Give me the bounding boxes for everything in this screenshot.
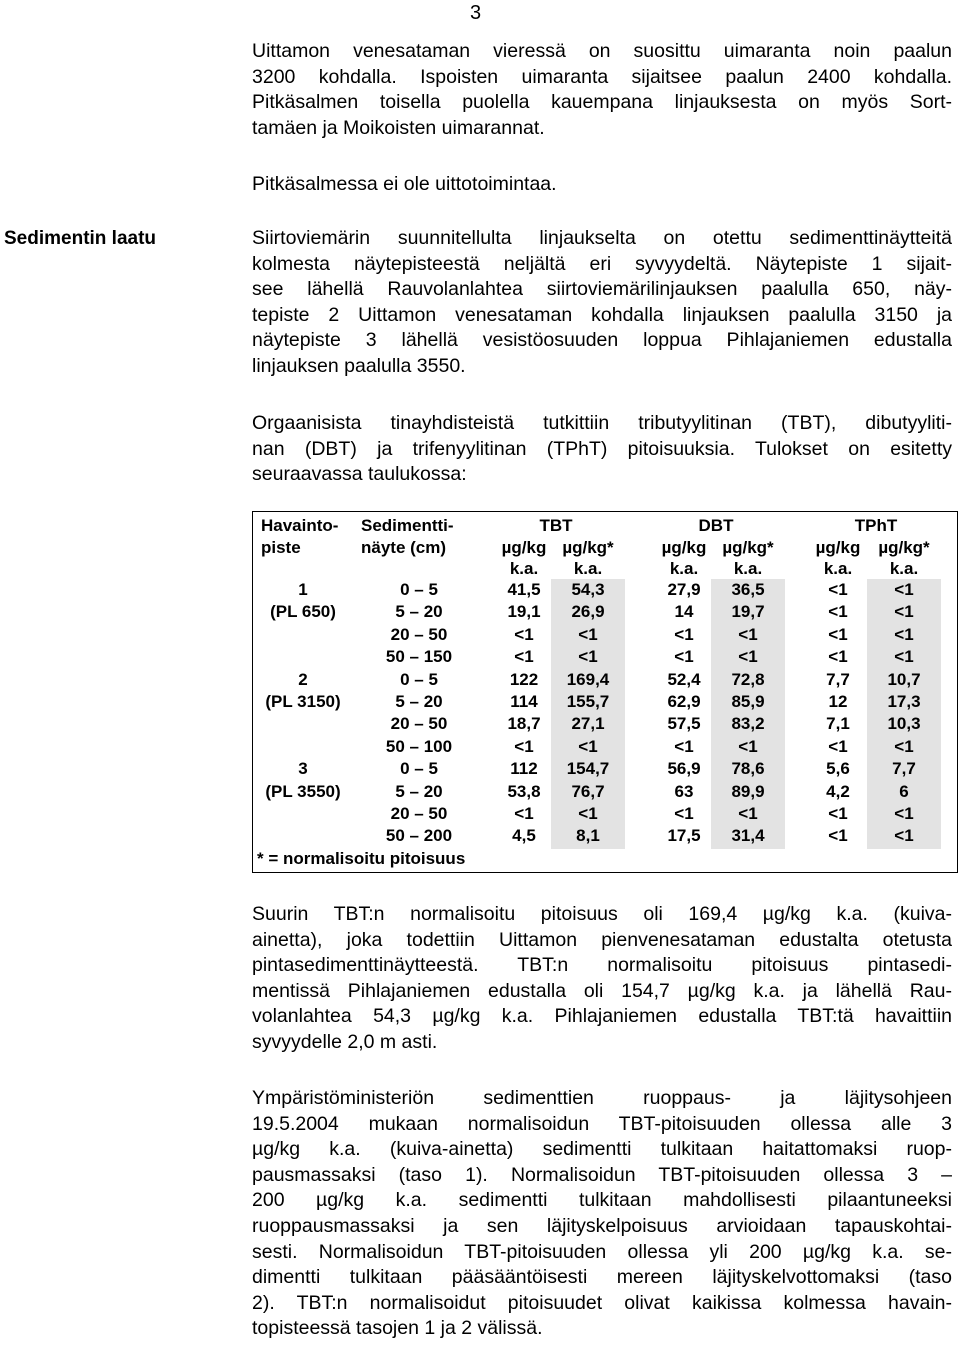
depth-cell: 50 – 200 [385,826,453,846]
depth-cell: 5 – 20 [395,692,443,711]
no-log-driving-text: Pitkäsalmessa ei ole uittotoimintaa. [252,173,557,195]
unit-header: k.a. [733,559,763,578]
value-cell: 10,7 [887,669,921,689]
value-cell: <1 [894,580,914,599]
text-line: 200 µg/kg k.a. sedimentti tulkitaan mahdollisesti pilaantuneeksi [252,1189,952,1212]
value-cell: <1 [514,804,534,823]
unit-header: µg/kg [815,538,861,557]
text-line: seuraavassa taulukossa: [252,463,467,486]
value-cell: 17,5 [667,826,701,846]
value-cell: 27,9 [667,580,701,599]
text-line: kolmesta näytepisteestä neljältä eri syvyydeltä. Näytepiste 1 sijait- [252,252,952,275]
unit-header: µg/kg* [878,538,930,557]
value-cell: 112 [510,759,538,779]
text-line: dimentti tulkitaan pääsääntöisesti mereen läjityskelvottomaksi (taso [252,1266,952,1289]
value-cell: 4,2 [826,781,850,801]
value-cell: 78,6 [731,759,765,779]
value-cell: 18,7 [507,714,541,734]
intro-paragraph [252,39,952,141]
text-line: pausmassaksi (taso 1). Normalisoidun TBT-pitoisuuden ollessa 3 – [252,1163,952,1186]
value-cell: <1 [738,647,758,667]
value-cell: 85,9 [731,692,765,711]
depth-cell: 5 – 20 [395,602,443,622]
value-cell: 63 [674,781,694,801]
value-cell: <1 [578,647,598,667]
results-table [252,511,958,873]
value-cell: 17,3 [887,692,921,711]
organotin-paragraph [252,411,952,488]
text-line: tamäen ja Moikoisten uimarannat. [252,116,545,139]
value-cell: 169,4 [566,669,610,689]
value-cell: <1 [674,624,694,644]
header-point-line: piste [261,538,301,558]
value-cell: 57,5 [667,714,701,734]
value-cell: 31,4 [731,826,765,846]
value-cell: <1 [828,647,848,667]
text-line: syvyydelle 2,0 m asti. [252,1030,438,1053]
value-cell: <1 [578,736,598,756]
header-dbt: DBT [698,516,734,535]
unit-header: k.a. [889,559,919,578]
value-cell: <1 [514,647,534,667]
point-label: (PL 3550) [265,781,341,801]
text-line: sesti. Normalisoidun TBT-pitoisuuden ollessa yli 200 µg/kg k.a. se- [252,1240,952,1263]
text-line: Suurin TBT:n normalisoitu pitoisuus oli 169,4 µg/kg k.a. (kuiva- [252,903,952,925]
unit-header: µg/kg* [722,538,774,557]
value-cell: 89,9 [731,781,765,801]
text-line: Orgaanisista tinayhdisteistä tutkittiin tributyylitinan (TBT), dibutyyliti- [252,412,952,434]
value-cell: 83,2 [731,714,765,734]
value-cell: 4,5 [512,826,536,846]
value-cell: 12 [828,692,848,711]
value-cell: 52,4 [667,669,701,689]
text-line: see lähellä Rauvolanlahtea siirtoviemärilinjauksen paalulla 650, näy- [252,278,952,301]
depth-cell: 50 – 150 [385,647,453,667]
value-cell: 155,7 [566,692,610,711]
header-point [261,515,338,560]
value-cell: 19,1 [507,602,541,622]
text-line: topisteessä tasojen 1 ja 2 välissä. [252,1317,543,1340]
unit-header: k.a. [669,559,699,578]
value-cell: <1 [894,602,914,622]
value-cell: 41,5 [507,580,541,599]
text-line: Pitkäsalmen toisella puolella kauempana linjauksesta on myös Sort- [252,91,952,114]
value-cell: 19,7 [731,602,765,622]
value-cell: 54,3 [571,580,605,599]
sampling-paragraph [252,226,952,380]
value-cell: 56,9 [667,759,701,779]
unit-header: µg/kg [501,538,547,557]
value-cell: <1 [894,736,914,756]
value-cell: <1 [828,826,848,846]
value-cell: <1 [674,804,694,823]
value-cell: 6 [899,781,909,801]
text-line: 19.5.2004 mukaan normalisoidun TBT-pitoisuuden ollessa alle 3 [252,1112,952,1135]
value-cell: 27,1 [571,714,605,734]
value-cell: <1 [738,736,758,756]
value-cell: 26,9 [571,602,605,622]
value-cell: <1 [894,647,914,667]
value-cell: 122 [509,669,539,689]
value-cell: 10,3 [887,714,921,734]
value-cell: 72,8 [731,669,765,689]
value-cell: 14 [674,602,694,622]
text-line: tepiste 2 Uittamon venesataman kohdalla linjauksen paalulla 3150 ja [252,303,952,326]
value-cell: <1 [514,624,534,644]
value-cell: 36,5 [731,580,765,599]
point-label: 3 [298,759,308,779]
value-cell: <1 [738,624,758,644]
value-cell: 7,1 [826,714,850,734]
text-line: ruoppausmassaksi ja sen läjityskelpoisuus arvioidaan tapauskohtai- [252,1214,952,1237]
header-tpht: TPhT [854,516,898,535]
value-cell: <1 [674,647,694,667]
text-line: pintasedimenttinäytteestä. TBT:n normalisoitu pitoisuus pintasedi- [252,954,952,977]
page-number: 3 [470,2,482,24]
value-cell: <1 [894,826,914,846]
value-cell: <1 [514,736,534,756]
depth-cell: 50 – 100 [385,736,453,756]
value-cell: 114 [510,692,538,711]
text-line: volanlahtea 54,3 µg/kg k.a. Pihlajaniemen edustalla TBT:tä havaittiin [252,1005,952,1028]
value-cell: 76,7 [571,781,605,801]
header-tbt: TBT [539,516,573,535]
header-sample [361,515,454,560]
unit-header: µg/kg [661,538,707,557]
unit-header: µg/kg* [562,538,614,557]
guideline-paragraph [252,1086,952,1342]
text-line: mentissä Pihlajaniemen edustalla oli 154,7 µg/kg k.a. ja lähellä Rau- [252,979,952,1002]
depth-cell: 5 – 20 [395,781,443,801]
depth-cell: 20 – 50 [390,624,448,644]
header-sample-line: näyte (cm) [361,538,447,558]
text-line: 3200 kohdalla. Ispoisten uimaranta sijaitsee paalun 2400 kohdalla. [252,65,952,88]
value-cell: 8,1 [576,826,600,846]
unit-header: k.a. [573,559,603,578]
section-heading: Sedimentin laatu [4,228,157,249]
value-cell: <1 [828,580,848,599]
value-cell: <1 [578,804,598,823]
value-cell: <1 [674,736,694,756]
table-footnote: * = normalisoitu pitoisuus [257,849,466,868]
text-line: Siirtoviemärin suunnitellulta linjaukselta on otettu sedimenttinäytteitä [252,227,952,249]
value-cell: 7,7 [826,669,850,689]
header-sample-line: Sedimentti- [361,516,454,535]
value-cell: 62,9 [667,692,701,711]
text-line: µg/kg k.a. (kuiva-ainetta) sedimentti tulkitaan haitattomaksi ruop- [252,1138,952,1161]
header-point-line: Havainto- [261,516,339,535]
depth-cell: 0 – 5 [400,669,438,689]
text-line: 2). TBT:n normalisoidut pitoisuudet olivat kaikissa kolmessa havain- [252,1291,952,1314]
text-line: nan (DBT) ja trifenyylitinan (TPhT) pitoisuuksia. Tulokset on esitetty [252,437,952,460]
value-cell: <1 [828,624,848,644]
value-cell: 7,7 [892,759,916,779]
depth-cell: 20 – 50 [390,804,448,823]
text-line: Uittamon venesataman vieressä on suosittu uimaranta noin paalun [252,40,952,62]
value-cell: <1 [828,602,848,622]
value-cell: 53,8 [507,781,541,801]
text-line: ainetta), joka todettiin Uittamon pienvenesataman edustalta otetusta [252,928,952,951]
point-label: 1 [298,580,308,599]
text-line: linjauksen paalulla 3550. [252,354,466,377]
value-cell: <1 [828,804,848,823]
max-tbt-paragraph [252,902,952,1056]
depth-cell: 0 – 5 [400,580,438,599]
point-label: (PL 650) [270,602,336,622]
text-line: näytepiste 3 lähellä vesistöosuuden loppua Pihlajaniemen edustalla [252,329,952,352]
depth-cell: 20 – 50 [390,714,448,734]
value-cell: 154,7 [566,759,610,779]
point-label: (PL 3150) [265,692,341,711]
value-cell: 5,6 [826,759,850,779]
value-cell: <1 [894,804,914,823]
unit-header: k.a. [823,559,853,578]
depth-cell: 0 – 5 [400,759,438,779]
value-cell: <1 [738,804,758,823]
text-line: Ympäristöministeriön sedimenttien ruoppaus- ja läjitysohjeen [252,1087,952,1109]
value-cell: <1 [894,624,914,644]
unit-header: k.a. [509,559,539,578]
point-label: 2 [298,669,308,689]
value-cell: <1 [578,624,598,644]
value-cell: <1 [828,736,848,756]
